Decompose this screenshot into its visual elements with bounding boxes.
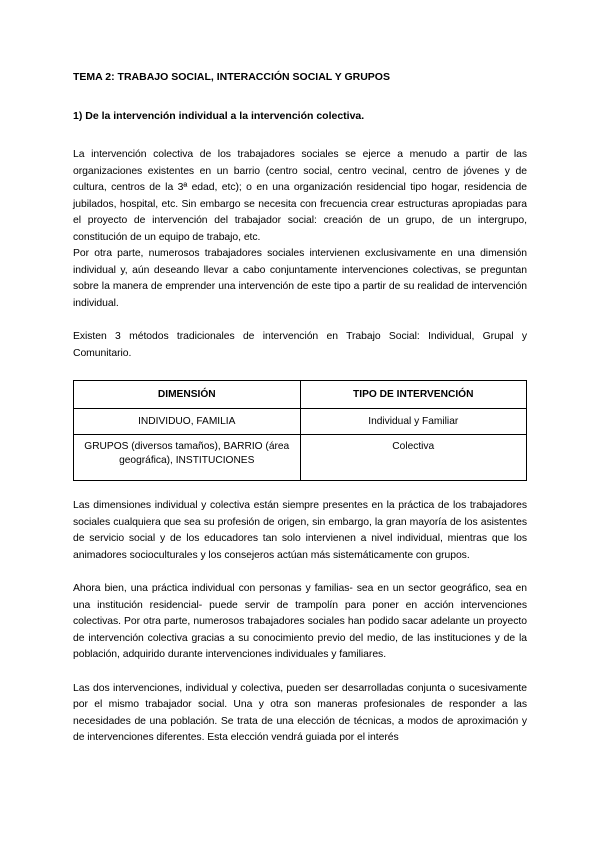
paragraph-dimensions-present: Las dimensiones individual y colectiva están siempre presentes en la práctica de los trabajadores sociales cualquiera que sea su profesión de origen, sin embargo, la gran mayoría de los asistentes de servicio social y de los educadores tan solo intervienen a nivel individual, mientras que los animadores socioculturales y los consejeros actúan más sistemáticamente con grupos. [73, 500, 527, 561]
table-cell: INDIVIDUO, FAMILIA [74, 409, 301, 435]
document-body [73, 70, 527, 747]
table-header-cell: TIPO DE INTERVENCIÓN [300, 381, 527, 409]
section-title: 1) De la intervención individual a la intervención colectiva. [73, 110, 365, 122]
table-header-row [74, 381, 527, 409]
page-title: TEMA 2: TRABAJO SOCIAL, INTERACCIÓN SOCIAL Y GRUPOS [73, 71, 390, 83]
table-cell: GRUPOS (diversos tamaños), BARRIO (área geográfica), INSTITUCIONES [74, 435, 301, 481]
table-row [74, 435, 527, 481]
paragraph-collective-intervention: La intervención colectiva de los trabajadores sociales se ejerce a menudo a partir de las organizaciones existentes en un barrio (centro social, centro vecinal, centro de jóvenes y de cultura, centros de la 3ª edad, etc); o en una organización residencial tipo hogar, residencia de jubilados, hospital, etc. Sin embargo se necesita con frecuencia crear estructuras apropiadas para el proyecto de intervención del trabajador social: creación de un grupo, de un intergrupo, constitución de un equipo de trabajo, etc. [73, 149, 527, 243]
table-cell: Colectiva [300, 435, 527, 481]
paragraph-individual-dimension: Por otra parte, numerosos trabajadores sociales intervienen exclusivamente en una dimensión individual y, aún deseando llevar a cabo conjuntamente intervenciones colectivas, se preguntan sobre la manera de emprender una intervención de este tipo a partir de su realidad de intervención individual. [73, 248, 527, 309]
paragraph-three-methods: Existen 3 métodos tradicionales de intervención en Trabajo Social: Individual, Grupal y Comunitario. [73, 331, 527, 359]
paragraph-individual-practice: Ahora bien, una práctica individual con personas y familias- sea en un sector geográfico, sea en una institución residencial- puede servir de trampolín para poner en acción intervenciones colectivas. Por otra parte, numerosos trabajadores sociales han podido sacar adelante un proyecto de intervención colectiva gracias a su conocimiento previo del medio, de las instituciones y de la población, adquirido durante intervenciones individuales y familiares. [73, 583, 527, 660]
table-cell: Individual y Familiar [300, 409, 527, 435]
paragraph-two-interventions: Las dos intervenciones, individual y colectiva, pueden ser desarrolladas conjunta o sucesivamente por el mismo trabajador social. Una y otra son maneras profesionales de responder a las necesidades de una población. Se trata de una elección de técnicas, a modos de aproximación y de intervenciones diferentes. Esta elección vendrá guiada por el interés [73, 682, 527, 743]
table-header-cell: DIMENSIÓN [74, 381, 301, 409]
table-row [74, 409, 527, 435]
dimension-table [73, 380, 527, 481]
